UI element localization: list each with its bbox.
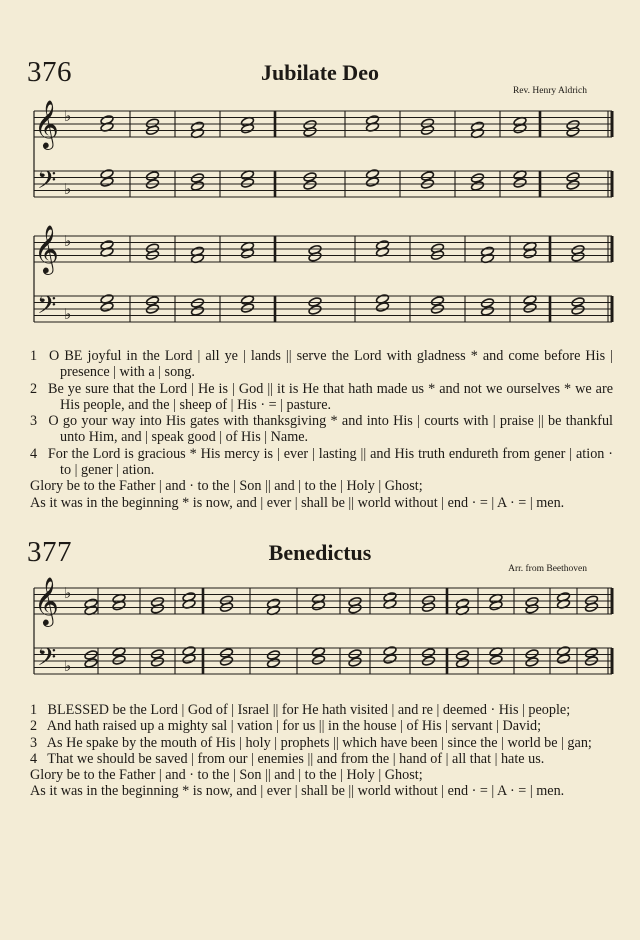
chant-verses [30,702,613,800]
note-head [84,658,98,669]
note-head [470,181,484,192]
note-head [571,305,585,316]
gloria-line: Glory be to the Father | and · to the | Son || and | to the | Holy | Ghost; [30,478,423,495]
verse: 2 Be ye sure that the Lord | He is | God || it is He that hath made us * and not we ourselves * we are His people, and the | sheep of | His · = | pasture. [30,380,614,413]
note-head [556,654,570,665]
verse: 1 BLESSED be the Lord | God of | Israel || for He hath visited | and re | deemed · His | people; [30,702,571,718]
note-head [365,177,379,188]
bass-clef: 𝄢 [37,291,57,326]
verse: 1 O BE joyful in the Lord | all ye | lands || serve the Lord with gladness * and come before His | presence | with a | song. [30,348,613,381]
note-head [311,655,325,666]
music-score [0,96,640,346]
note-head [150,657,164,668]
chant-verses [30,348,613,511]
note-head [375,302,389,313]
treble-clef: 𝄞 [34,224,59,273]
verse: 4 For the Lord is gracious * His mercy is | ever | lasting || and His truth endureth from gener | ation · to | gener | ation. [30,445,614,479]
gloria-line: As it was in the beginning * is now, and | ever | shall be || world without | end · = | A · = | men. [30,494,565,511]
treble-clef: 𝄞 [34,99,59,148]
note-head [480,306,494,317]
note-head [190,181,204,192]
music-score [0,574,640,702]
gloria-line: Glory be to the Father | and · to the | Son || and | to the | Holy | Ghost; [30,767,423,784]
hymn-title: Benedictus [268,540,372,565]
hymn-number: 377 [27,536,72,568]
note-head [190,306,204,317]
note-head [523,303,537,314]
composer-credit: Arr. from Beethoven [508,564,587,574]
flat-sign: ♭ [64,232,72,250]
note-head [182,654,196,665]
note-head [240,303,254,314]
note-head [566,180,580,191]
flat-sign: ♭ [64,305,72,323]
note-head [348,657,362,668]
gloria-line: As it was in the beginning * is now, and | ever | shall be || world without | end · = | A · = | men. [30,783,565,800]
note-head [240,178,254,189]
note-head [513,178,527,189]
verse: 4 That we should be saved | from our | enemies || and from the | hand of | all that | hate us. [30,750,545,767]
verse: 2 And hath raised up a mighty sal | vation | for us || in the house | of His | servant | David; [30,718,542,735]
note-head [383,654,397,665]
note-head [100,302,114,313]
composer-credit: Rev. Henry Aldrich [512,86,587,96]
note-head [308,305,322,316]
verse: 3 As He spake by the mouth of His | holy | prophets || which have been | since the | world be | gan; [30,734,592,751]
verse: 3 O go your way into His gates with thanksgiving * and into His | courts with | praise || be thankful unto Him, and | speak good | of His | Name. [30,413,613,446]
note-head [100,177,114,188]
note-head [455,658,469,669]
bass-clef: 𝄢 [37,166,57,201]
hymn-number: 376 [27,56,72,88]
flat-sign: ♭ [64,107,72,125]
treble-clef: 𝄞 [34,576,59,625]
flat-sign: ♭ [64,180,72,198]
bass-clef: 𝄢 [37,643,57,678]
note-head [303,180,317,191]
note-head [266,658,280,669]
flat-sign: ♭ [64,584,72,602]
note-head [112,655,126,666]
note-head [489,655,503,666]
flat-sign: ♭ [64,657,72,675]
note-head [525,657,539,668]
hymn-title: Jubilate Deo [261,60,379,85]
